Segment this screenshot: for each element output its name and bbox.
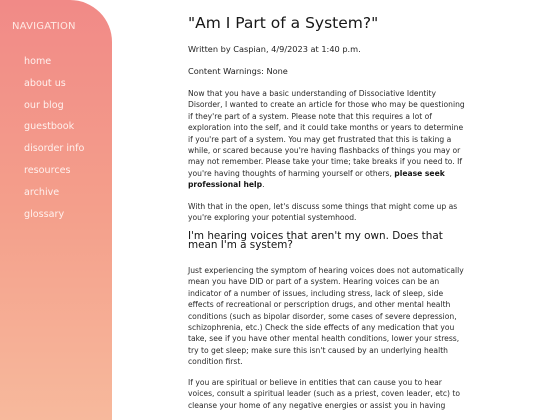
seek-professional-help-link[interactable]: please seek professional help	[188, 168, 445, 190]
nav-item-home[interactable]: home	[24, 56, 52, 67]
sidebar	[0, 0, 112, 420]
article-title: "Am I Part of a System?"	[188, 14, 379, 32]
paragraph-intro-text: Now that you have a basic understanding of Dissociative Identity Disorder, I wanted to create an article for those who may be questioning if they're part of a system. Please note that this requires a lot of exploration into the self, and it could take months or years to determine if you're part of a system. You may get frustrated that this is taking a while, or scared because you're having flashbacks of things you may or may not remember. Please take your time; take breaks if you need to. If you're having thoughts of harming yourself or others,	[188, 89, 465, 178]
paragraph-intro	[188, 88, 468, 191]
paragraph-voices: Just experiencing the symptom of hearing voices does not automatically mean you have DID or part of a system. Hearing voices can be an indicator of a number of issues, including stress, lack of sleep, side effects of recreational or perscription drugs, and other mental health conditions (such as bipolar disorder, some cases of severe depression, schizophrenia, etc.) Check the side effects of any medication that you take, see if you have other mental health conditions, lower your stress, try to get sleep; make sure this isn't caused by an underlying health condition first.	[188, 266, 464, 367]
nav-item-disorder-info[interactable]: disorder info	[24, 143, 85, 155]
paragraph-intro-end: .	[262, 180, 265, 190]
article-byline: Written by Caspian, 4/9/2023 at 1:40 p.m.	[188, 44, 361, 54]
nav-item-guestbook[interactable]: guestbook	[24, 121, 75, 133]
nav-item-about-us[interactable]: about us	[24, 77, 66, 89]
section-heading-voices: I'm hearing voices that aren't my own. Does that mean I'm a system?	[188, 230, 443, 251]
nav-item-glossary[interactable]: glossary	[24, 208, 65, 220]
nav-item-archive[interactable]: archive	[24, 186, 60, 198]
nav-item-our-blog[interactable]: our blog	[24, 99, 64, 111]
content-warnings: Content Warnings: None	[188, 66, 288, 76]
nav-title: NAVIGATION	[12, 21, 76, 32]
nav-list	[24, 56, 84, 230]
paragraph-spiritual: If you are spiritual or believe in entities that can cause you to hear voices, consult a spiritual leader (such as a priest, coven leader, etc) to cleanse your home of any negative energies or assist you in having	[188, 378, 461, 410]
paragraph-transition: With that in the open, let's discuss some things that might come up as you're exploring your potential systemhood.	[188, 202, 458, 223]
nav-item-resources[interactable]: resources	[24, 164, 71, 176]
